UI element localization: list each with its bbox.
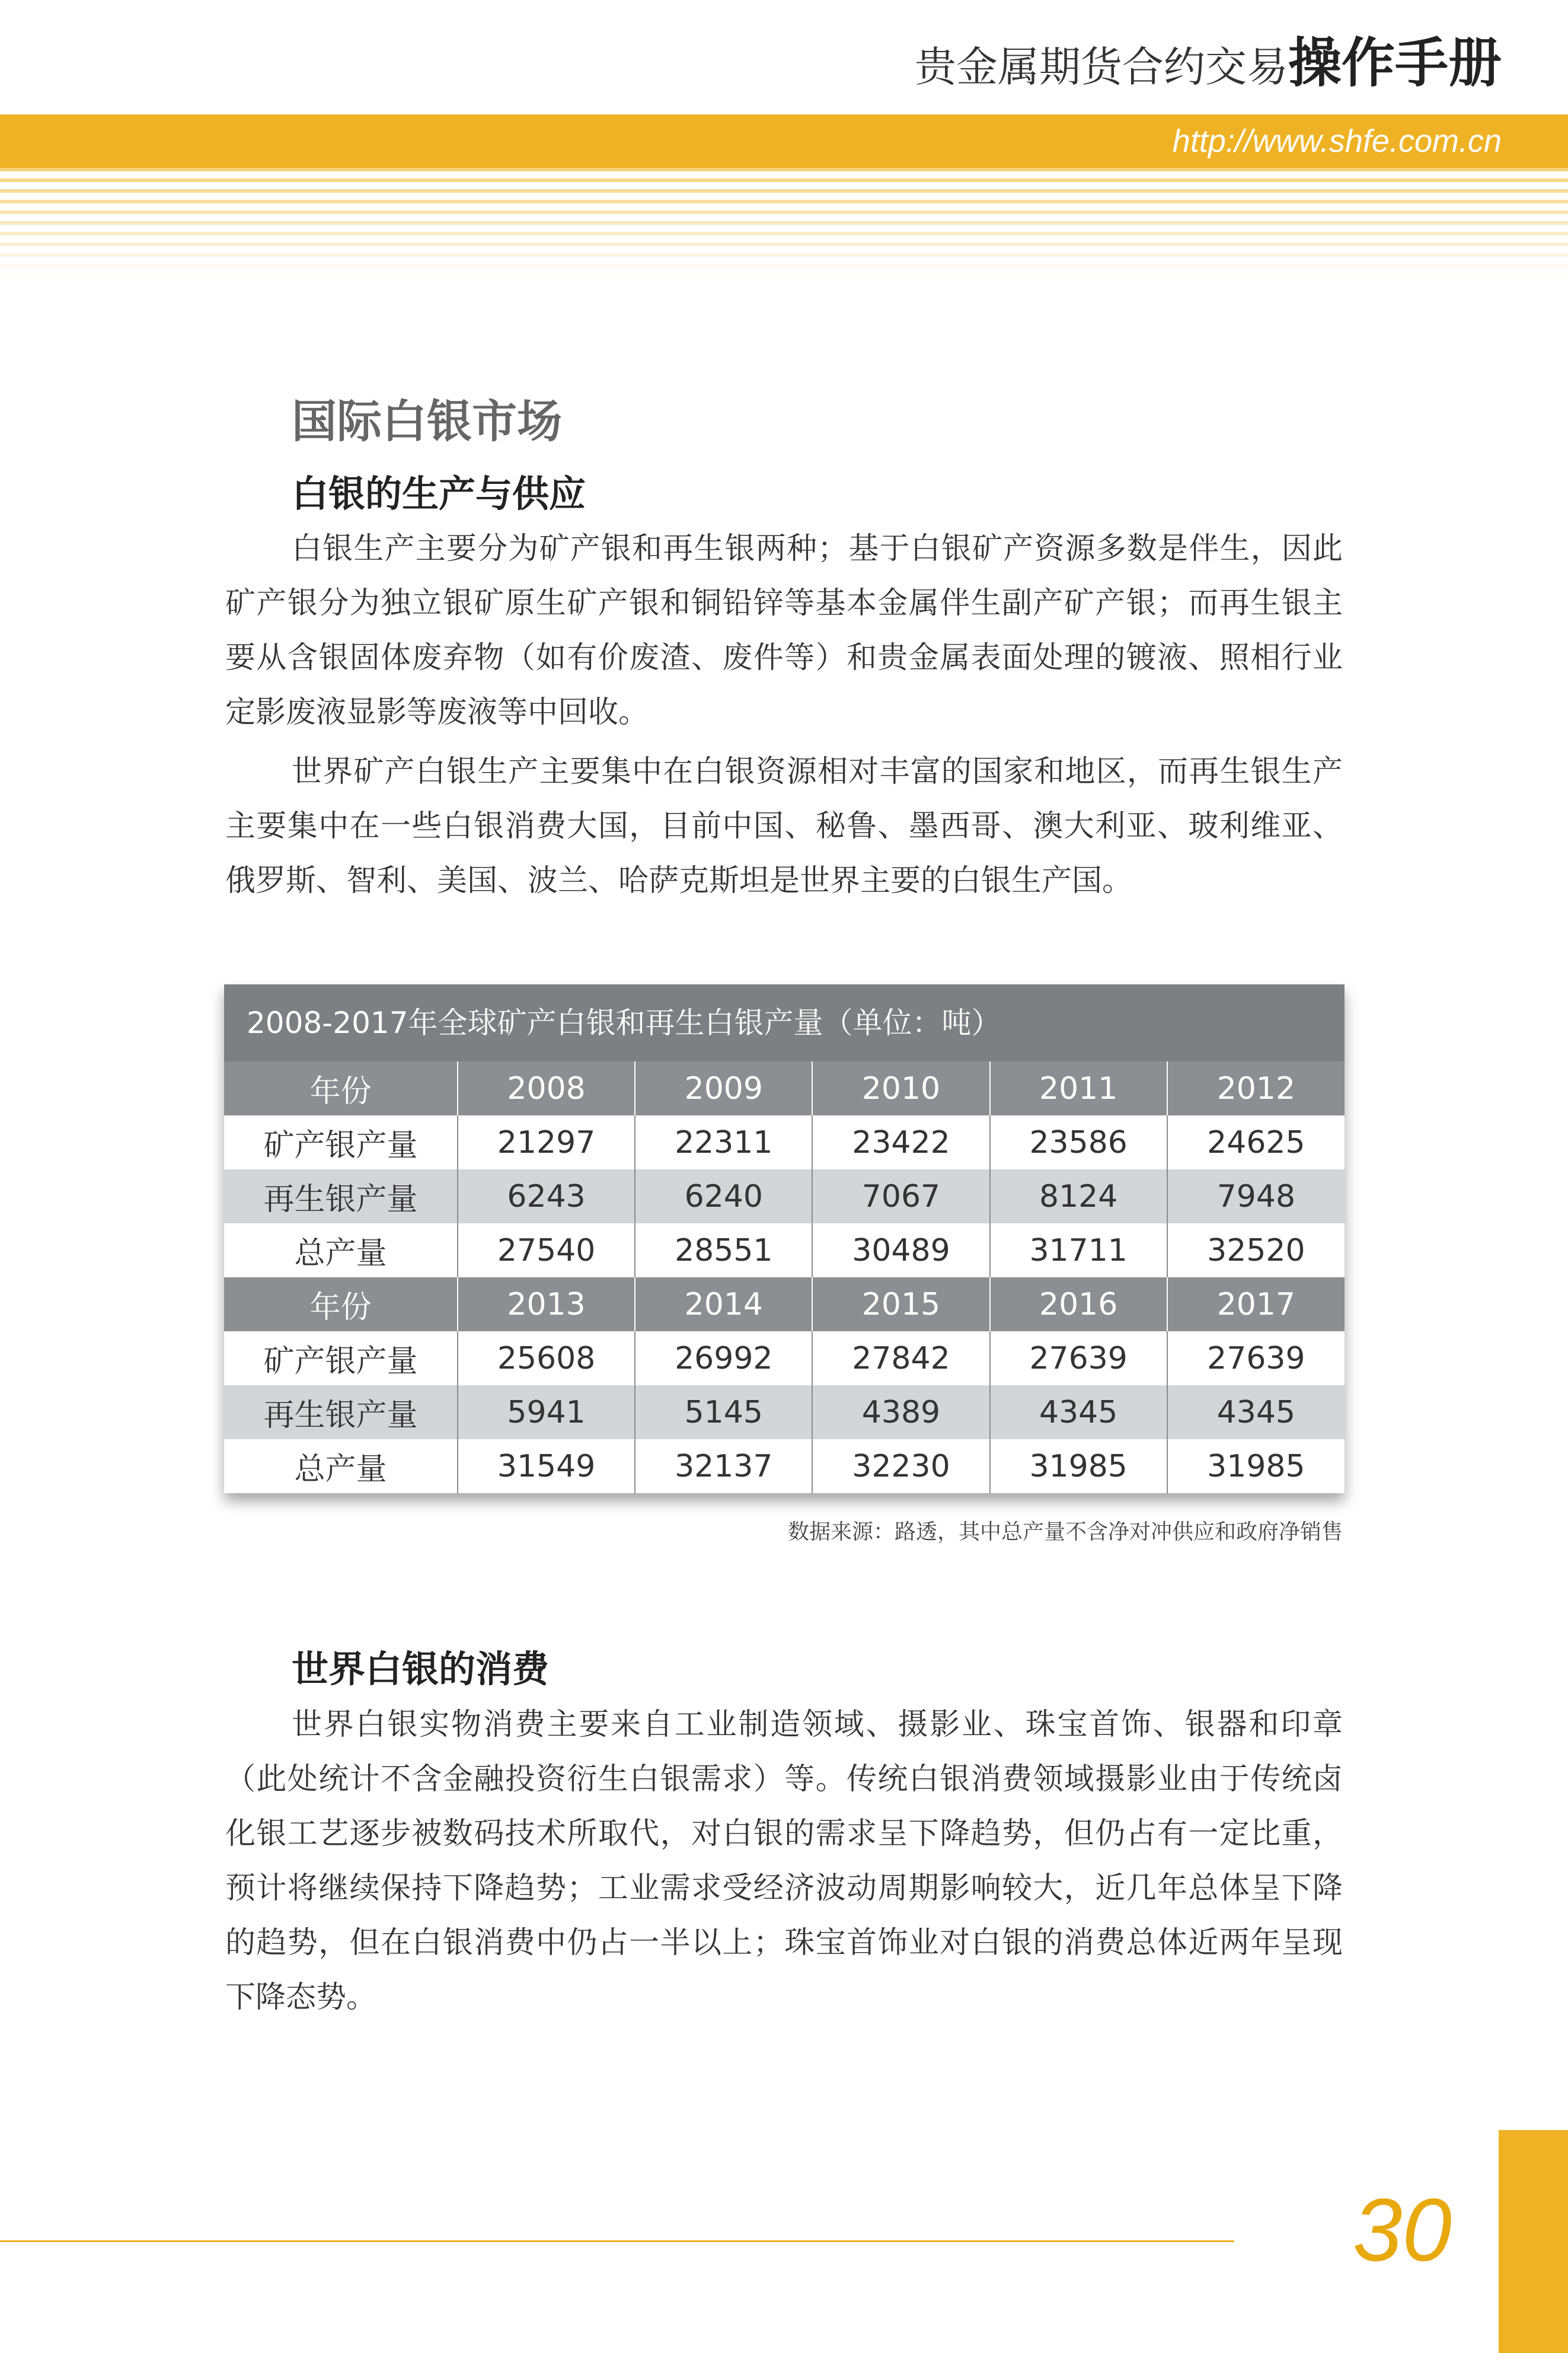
value-cell: 4345 <box>990 1385 1167 1439</box>
website-url[interactable]: http://www.shfe.com.cn <box>1172 123 1502 159</box>
table-row <box>224 1385 1345 1439</box>
decorative-stripes <box>0 168 1568 280</box>
value-cell: 2011 <box>990 1061 1167 1115</box>
value-cell: 4389 <box>812 1385 989 1439</box>
row-label-cell: 总产量 <box>224 1439 458 1493</box>
section-title: 国际白银市场 <box>292 395 562 448</box>
value-cell: 2013 <box>458 1277 635 1331</box>
value-cell: 7067 <box>812 1169 989 1223</box>
value-cell: 2014 <box>635 1277 812 1331</box>
row-label-cell: 再生银产量 <box>224 1385 458 1439</box>
manual-title <box>915 32 1502 94</box>
table-caption: 2008-2017年全球矿产白银和再生白银产量（单位：吨） <box>224 984 1345 1061</box>
consumption-paragraph: 世界白银实物消费主要来自工业制造领域、摄影业、珠宝首饰、银器和印章（此处统计不含金融投资衍生白银需求）等。传统白银消费领域摄影业由于传统卤化银工艺逐步被数码技术所取代，对白银的需求呈下降趋势，但仍占有一定比重，预计将继续保持下降趋势；工业需求受经济波动周期影响较大，近几年总体呈下降的趋势，但在白银消费中仍占一半以上；珠宝首饰业对白银的消费总体近两年呈现下降态势。 <box>225 1707 1343 2015</box>
consumption-heading: 世界白银的消费 <box>292 1647 550 1691</box>
value-cell: 31711 <box>990 1223 1167 1277</box>
value-cell: 27842 <box>812 1331 989 1385</box>
value-cell: 2009 <box>635 1061 812 1115</box>
value-cell: 27540 <box>458 1223 635 1277</box>
table-row <box>224 1223 1345 1277</box>
value-cell: 2012 <box>1167 1061 1345 1115</box>
manual-title-prefix: 贵金属期货合约交易 <box>915 43 1288 91</box>
page-number: 30 <box>1353 2180 1452 2279</box>
row-label-cell: 年份 <box>224 1277 458 1331</box>
page-tab-bar <box>1499 2130 1568 2353</box>
production-paragraph-1: 白银生产主要分为矿产银和再生银两种；基于白银矿产资源多数是伴生，因此矿产银分为独立银矿原生矿产银和铜铅锌等基本金属伴生副产矿产银；而再生银主要从含银固体废弃物（如有价废渣、废件等）和贵金属表面处理的镀液、照相行业定影废液显影等废液等中回收。 <box>225 531 1343 730</box>
value-cell: 5145 <box>635 1385 812 1439</box>
table-row <box>224 1169 1345 1223</box>
value-cell: 28551 <box>635 1223 812 1277</box>
value-cell: 2008 <box>458 1061 635 1115</box>
value-cell: 32520 <box>1167 1223 1345 1277</box>
value-cell: 32137 <box>635 1439 812 1493</box>
value-cell: 6240 <box>635 1169 812 1223</box>
value-cell: 21297 <box>458 1115 635 1169</box>
value-cell: 32230 <box>812 1439 989 1493</box>
value-cell: 25608 <box>458 1331 635 1385</box>
value-cell: 30489 <box>812 1223 989 1277</box>
row-label-cell: 总产量 <box>224 1223 458 1277</box>
value-cell: 27639 <box>1167 1331 1345 1385</box>
row-label-cell: 矿产银产量 <box>224 1331 458 1385</box>
value-cell: 31985 <box>990 1439 1167 1493</box>
value-cell: 22311 <box>635 1115 812 1169</box>
row-label-cell: 年份 <box>224 1061 458 1115</box>
value-cell: 2015 <box>812 1277 989 1331</box>
value-cell: 2017 <box>1167 1277 1345 1331</box>
data-source-note: 数据来源：路透，其中总产量不含净对冲供应和政府净销售 <box>787 1520 1343 1544</box>
production-heading: 白银的生产与供应 <box>292 472 586 515</box>
footer-rule <box>0 2240 1234 2242</box>
production-paragraph-2: 世界矿产白银生产主要集中在白银资源相对丰富的国家和地区，而再生银生产主要集中在一些白银消费大国，目前中国、秘鲁、墨西哥、澳大利亚、玻利维亚、俄罗斯、智利、美国、波兰、哈萨克斯坦是世界主要的白银生产国。 <box>225 754 1343 898</box>
table-row <box>224 1115 1345 1169</box>
table-row <box>224 1331 1345 1385</box>
value-cell: 4345 <box>1167 1385 1345 1439</box>
value-cell: 26992 <box>635 1331 812 1385</box>
table-header-row <box>224 1061 1345 1115</box>
value-cell: 7948 <box>1167 1169 1345 1223</box>
value-cell: 31985 <box>1167 1439 1345 1493</box>
value-cell: 23422 <box>812 1115 989 1169</box>
value-cell: 31549 <box>458 1439 635 1493</box>
value-cell: 8124 <box>990 1169 1167 1223</box>
row-label-cell: 矿产银产量 <box>224 1115 458 1169</box>
value-cell: 27639 <box>990 1331 1167 1385</box>
table-row <box>224 1439 1345 1493</box>
value-cell: 23586 <box>990 1115 1167 1169</box>
row-label-cell: 再生银产量 <box>224 1169 458 1223</box>
manual-title-bold: 操作手册 <box>1288 32 1502 94</box>
silver-production-table <box>224 984 1345 1493</box>
table-header-row <box>224 1277 1345 1331</box>
production-data-table <box>224 1061 1345 1493</box>
value-cell: 5941 <box>458 1385 635 1439</box>
value-cell: 2016 <box>990 1277 1167 1331</box>
value-cell: 6243 <box>458 1169 635 1223</box>
value-cell: 24625 <box>1167 1115 1345 1169</box>
value-cell: 2010 <box>812 1061 989 1115</box>
